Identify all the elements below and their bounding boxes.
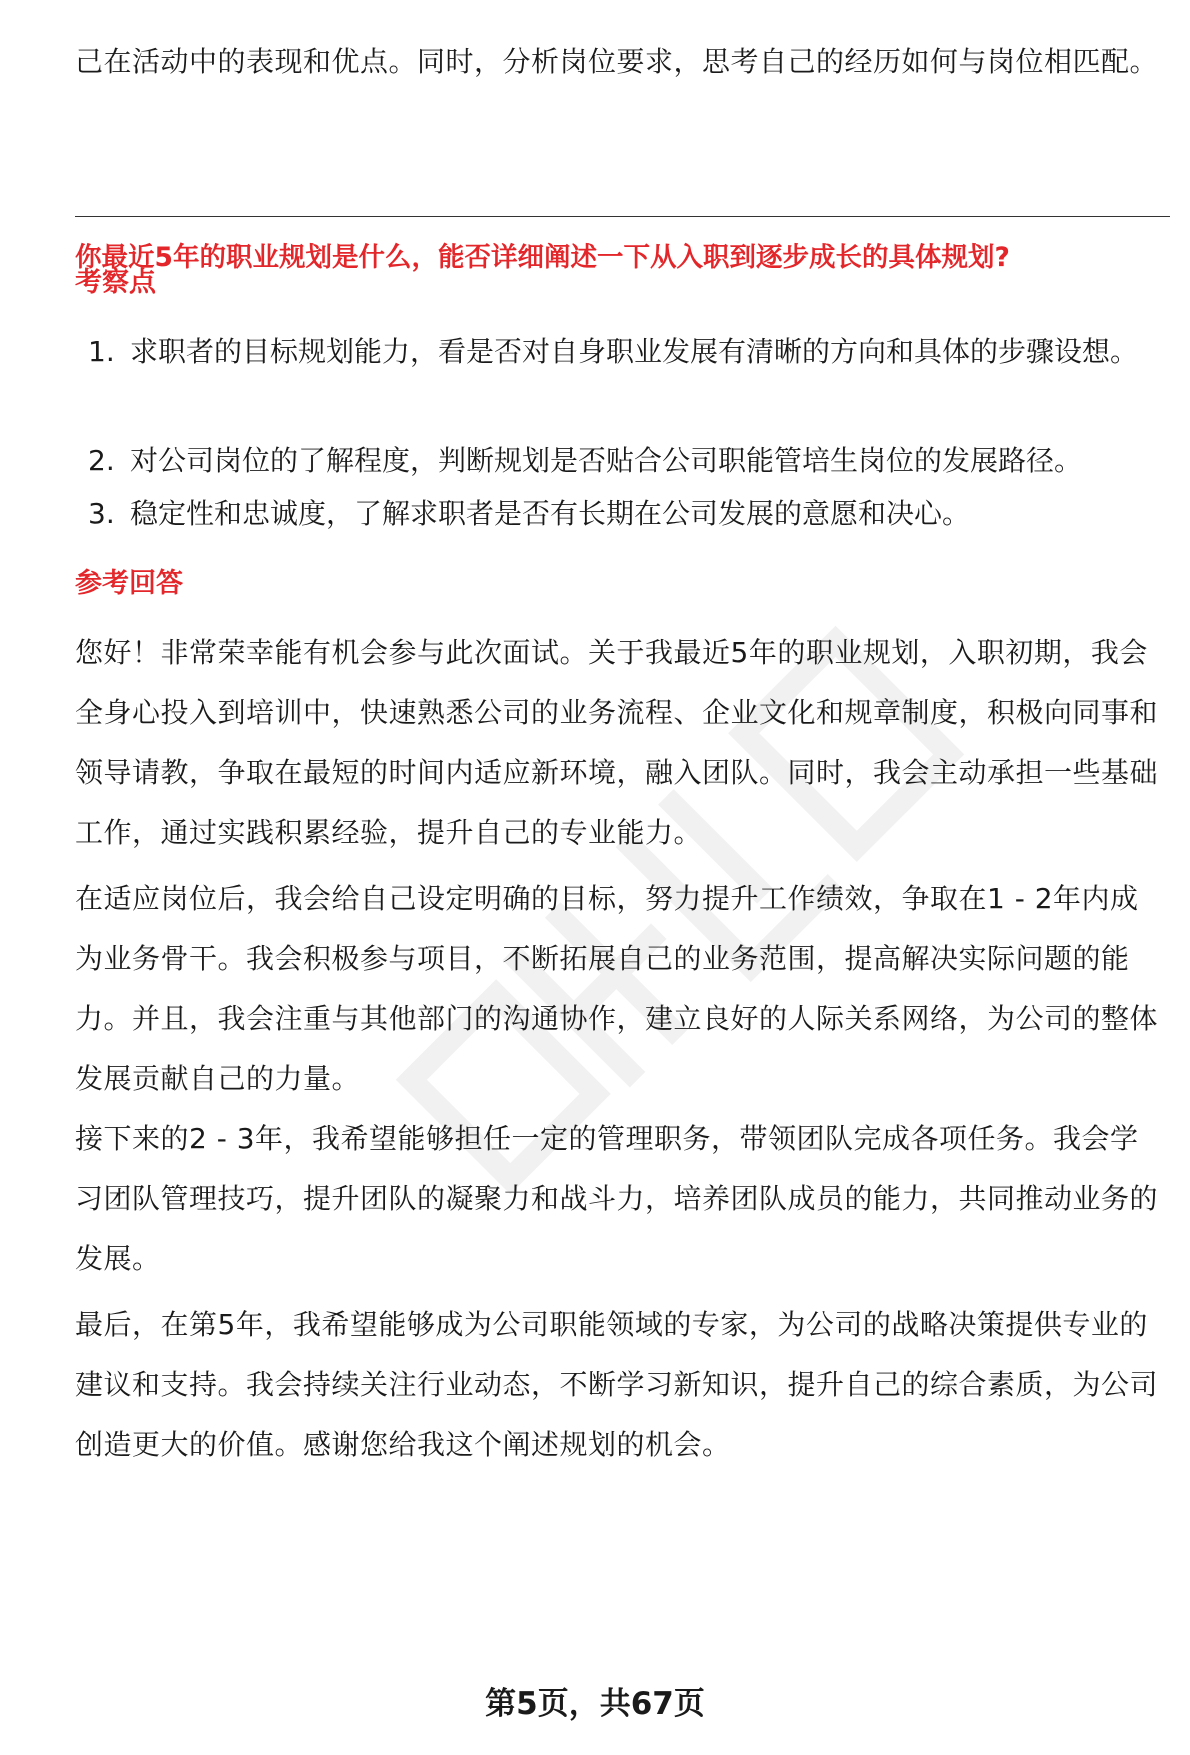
list-item [75, 431, 1175, 491]
list-item-text: 稳定性和忠诚度，了解求职者是否有长期在公司发展的意愿和决心。 [130, 497, 971, 530]
page-number-footer: 第5页，共67页 [485, 1686, 705, 1722]
answer-paragraph-1: 您好！非常荣幸能有机会参与此次面试。关于我最近5年的职业规划，入职初期，我会全身心投入到培训中，快速熟悉公司的业务流程、企业文化和规章制度，积极向同事和领导请教，争取在最短的时间内适应新环境，融入团队。同时，我会主动承担一些基础工作，通过实践积累经验，提升自己的专业能力。 [75, 636, 1159, 849]
answer-heading: 参考回答 [75, 568, 183, 599]
answer-paragraph-3: 接下来的2 - 3年，我希望能够担任一定的管理职务，带领团队完成各项任务。我会学习团队管理技巧，提升团队的凝聚力和战斗力，培养团队成员的能力，共同推动业务的发展。 [75, 1122, 1159, 1275]
points-heading: 考察点 [75, 267, 156, 298]
intro-paragraph: 己在活动中的表现和优点。同时，分析岗位要求，思考自己的经历如何与岗位相匹配。 [75, 45, 1159, 78]
question-title: 你最近5年的职业规划是什么，能否详细阐述一下从入职到逐步成长的具体规划? [75, 242, 1010, 273]
list-item-number: 1. [88, 335, 115, 368]
list-item [75, 484, 1175, 544]
answer-paragraph-2: 在适应岗位后，我会给自己设定明确的目标，努力提升工作绩效，争取在1 - 2年内成为业务骨干。我会积极参与项目，不断拓展自己的业务范围，提高解决实际问题的能力。并且，我会注重与其他部门的沟通协作，建立良好的人际关系网络，为公司的整体发展贡献自己的力量。 [75, 882, 1159, 1095]
answer-paragraph-4: 最后，在第5年，我希望能够成为公司职能领域的专家，为公司的战略决策提供专业的建议和支持。我会持续关注行业动态，不断学习新知识，提升自己的综合素质，为公司创造更大的价值。感谢您给我这个阐述规划的机会。 [75, 1308, 1159, 1461]
list-item-text: 对公司岗位的了解程度，判断规划是否贴合公司职能管培生岗位的发展路径。 [130, 444, 1083, 477]
list-item-number: 2. [88, 444, 115, 477]
list-item [75, 322, 1175, 442]
list-item-text: 求职者的目标规划能力，看是否对自身职业发展有清晰的方向和具体的步骤设想。 [130, 335, 1139, 368]
list-item-number: 3. [88, 497, 115, 530]
section-divider [75, 216, 1170, 217]
